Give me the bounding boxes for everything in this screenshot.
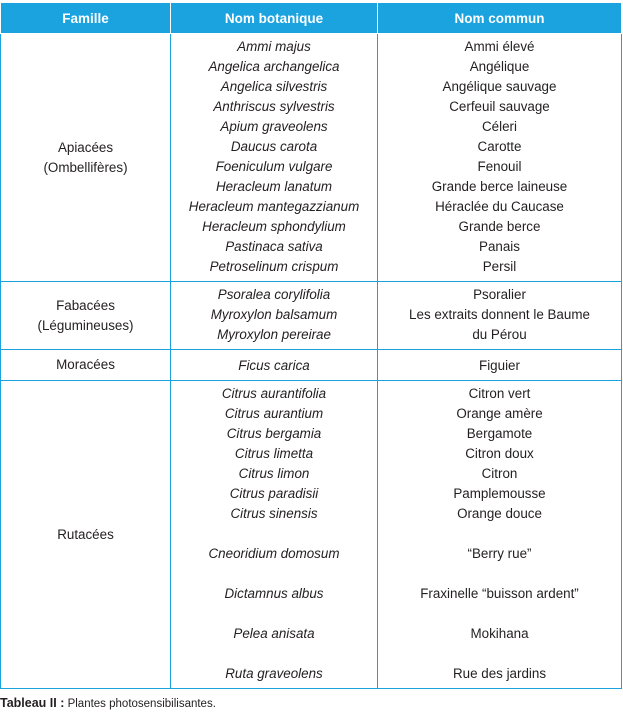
common-name: Persil bbox=[482, 259, 517, 274]
common-cell bbox=[378, 381, 622, 689]
botanical-name: Foeniculum vulgare bbox=[215, 159, 333, 174]
botanical-name: Petroselinum crispum bbox=[209, 259, 339, 274]
botanical-name: Citrus limon bbox=[238, 466, 310, 481]
common-name: Citron bbox=[481, 466, 518, 481]
caption-text: Plantes photosensibilisantes. bbox=[67, 698, 216, 710]
botanical-name: Citrus limetta bbox=[234, 446, 314, 461]
botanical-name: Citrus bergamia bbox=[226, 426, 322, 441]
common-name: Citron vert bbox=[468, 386, 531, 401]
botanical-name: Myroxylon balsamum bbox=[210, 307, 338, 322]
common-name: Bergamote bbox=[466, 426, 533, 441]
common-cell bbox=[378, 34, 622, 282]
family-cell bbox=[1, 34, 171, 282]
botanical-name: Cneoridium domosum bbox=[208, 546, 340, 561]
common-name: Orange amère bbox=[456, 406, 543, 421]
common-name: Psoralier bbox=[473, 287, 526, 302]
family-cell bbox=[1, 350, 171, 381]
botanical-name: Anthriscus sylvestris bbox=[213, 99, 335, 114]
table-row-rutacees bbox=[1, 381, 622, 689]
botanical-name: Myroxylon pereirae bbox=[217, 327, 331, 342]
common-name: Angélique sauvage bbox=[442, 79, 557, 94]
plants-table bbox=[0, 2, 622, 689]
botanical-name: Ruta graveolens bbox=[225, 666, 323, 681]
botanical-name: Psoralea corylifolia bbox=[217, 287, 331, 302]
botanical-cell bbox=[171, 282, 378, 350]
botanical-name: Apium graveolens bbox=[220, 119, 328, 134]
common-name: Carotte bbox=[477, 139, 522, 154]
family-cell bbox=[1, 381, 171, 689]
family-name: Rutacées bbox=[57, 526, 114, 542]
botanical-cell bbox=[171, 34, 378, 282]
common-cell bbox=[378, 282, 622, 350]
botanical-name: Pastinaca sativa bbox=[225, 239, 323, 254]
botanical-name: Citrus sinensis bbox=[230, 506, 318, 521]
spacer bbox=[173, 604, 375, 624]
botanical-name: Daucus carota bbox=[230, 139, 318, 154]
common-name: Céleri bbox=[482, 119, 517, 134]
family-alt-name: (Ombellifères) bbox=[43, 159, 128, 175]
common-cell bbox=[378, 350, 622, 381]
botanical-name: Heracleum sphondylium bbox=[202, 219, 346, 234]
common-name: Cerfeuil sauvage bbox=[449, 99, 550, 114]
header-famille: Famille bbox=[1, 3, 171, 34]
common-name: “Berry rue” bbox=[467, 546, 532, 561]
table-caption bbox=[0, 696, 216, 710]
botanical-name: Angelica silvestris bbox=[220, 79, 328, 94]
family-name: Moracées bbox=[56, 357, 115, 372]
botanical-name: Heracleum mantegazzianum bbox=[188, 199, 360, 214]
common-name: Grande berce laineuse bbox=[431, 179, 568, 194]
table-row-fabacees bbox=[1, 282, 622, 350]
botanical-name: Citrus aurantifolia bbox=[221, 386, 327, 401]
botanical-name: Ammi majus bbox=[237, 39, 311, 54]
botanical-name: Angelica archangelica bbox=[208, 59, 340, 74]
table-row-apiacees bbox=[1, 34, 622, 282]
common-name: Rue des jardins bbox=[452, 666, 547, 681]
spacer bbox=[173, 564, 375, 584]
spacer bbox=[380, 524, 619, 544]
common-name: Mokihana bbox=[470, 626, 529, 641]
common-name: Panais bbox=[479, 239, 520, 254]
table-row-moracees bbox=[1, 350, 622, 381]
family-name: Fabacées bbox=[56, 297, 115, 313]
family-name: Apiacées bbox=[57, 139, 114, 155]
botanical-name: Dictamnus albus bbox=[224, 586, 324, 601]
header-nom-commun: Nom commun bbox=[378, 3, 622, 34]
common-name: Angélique bbox=[469, 59, 530, 74]
family-cell bbox=[1, 282, 171, 350]
family-alt-name: (Légumineuses) bbox=[37, 317, 134, 333]
common-name: Citron doux bbox=[465, 446, 534, 461]
caption-label: Tableau II : bbox=[0, 696, 65, 710]
common-name: Grande berce bbox=[458, 219, 541, 234]
header-nom-botanique: Nom botanique bbox=[171, 3, 378, 34]
botanical-cell bbox=[171, 381, 378, 689]
common-name: Pamplemousse bbox=[453, 486, 546, 501]
spacer bbox=[173, 644, 375, 664]
botanical-cell bbox=[171, 350, 378, 381]
common-name: Héraclée du Caucase bbox=[435, 199, 564, 214]
common-name: Fenouil bbox=[477, 159, 522, 174]
botanical-name: Heracleum lanatum bbox=[215, 179, 333, 194]
spacer bbox=[380, 604, 619, 624]
common-name: Fraxinelle “buisson ardent” bbox=[420, 586, 579, 601]
botanical-name: Pelea anisata bbox=[233, 626, 315, 641]
common-name: Figuier bbox=[479, 358, 520, 373]
botanical-name: Citrus paradisii bbox=[229, 486, 319, 501]
common-name: Orange douce bbox=[457, 506, 542, 521]
common-name: Ammi élevé bbox=[464, 39, 535, 54]
botanical-name: Ficus carica bbox=[238, 358, 310, 373]
spacer bbox=[380, 644, 619, 664]
header-row bbox=[1, 3, 622, 34]
spacer bbox=[173, 524, 375, 544]
common-name: du Pérou bbox=[472, 327, 527, 342]
common-name: Les extraits donnent le Baume bbox=[409, 307, 590, 322]
botanical-name: Citrus aurantium bbox=[224, 406, 324, 421]
spacer bbox=[380, 564, 619, 584]
